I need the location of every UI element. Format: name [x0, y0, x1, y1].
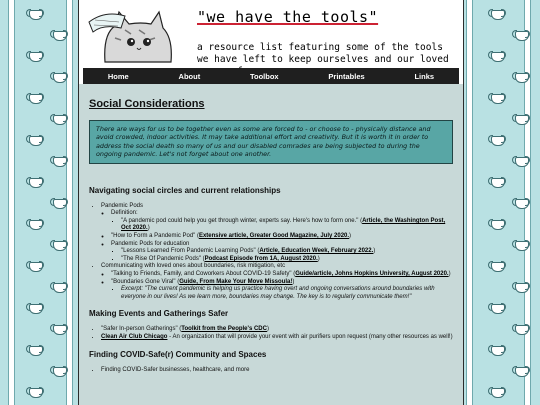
clean-air-club-link[interactable]: Clean Air Club Chicago	[101, 333, 168, 340]
face-mask-icon	[488, 344, 506, 356]
face-mask-icon	[50, 239, 68, 251]
face-mask-icon	[488, 92, 506, 104]
podcast-link[interactable]: Podcast Episode from 1A, August 2020.	[204, 255, 318, 262]
list-item: ▪ "A pandemic pod could help you get through winter, experts say. Here's how to form one." (Article, the Washington Post, Oct 2020.)	[121, 218, 453, 233]
list-item: ◦ "Boundaries Gone Viral" (Guide, From Make Your Move Missoula!) ▪ Excerpt: "The current pandemic is helping us practice having overt and ongoing conversations around boundaries with everyone in our lives! As we learn more, boundaries may change. The key is to regularly communicate them!"	[111, 279, 453, 302]
edweek-link[interactable]: Article, Education Week, February 2022.	[259, 248, 374, 255]
nav-links[interactable]: Links	[414, 71, 435, 81]
list-item: • Finding COVID-Safer businesses, healthcare, and more	[101, 367, 453, 375]
face-mask-icon	[26, 302, 44, 314]
face-mask-icon	[488, 218, 506, 230]
face-mask-icon	[50, 155, 68, 167]
content-area	[79, 84, 463, 405]
face-mask-icon	[26, 8, 44, 20]
list-item: ◦ "How to Form a Pandemic Pod" (Extensive article, Greater Good Magazine, July 2020.)	[111, 233, 453, 241]
face-mask-icon	[26, 344, 44, 356]
wapo-link[interactable]: Article, the Washington Post, Oct 2020.	[121, 217, 446, 232]
face-mask-icon	[26, 134, 44, 146]
main-nav	[83, 68, 459, 84]
missoula-link[interactable]: Guide, From Make Your Move Missoula!	[179, 278, 293, 285]
list-item: ◦ Definition: ▪ "A pandemic pod could help you get through winter, experts say. Here's how to form one." (Article, the Washington Post, Oct 2020.)	[111, 210, 453, 233]
face-mask-icon	[50, 281, 68, 293]
list-item: ▪ "Lessons Learned From Pandemic Learning Pods" (Article, Education Week, February 2022.)	[121, 248, 453, 256]
main-column	[78, 0, 464, 405]
list	[89, 326, 453, 341]
face-mask-icon	[512, 281, 530, 293]
list-item: ◦ Pandemic Pods for education ▪ "Lessons Learned From Pandemic Learning Pods" (Article, Education Week, February 2022.) ▪ "The Rise Of Pandemic Pods" (Podcast Episode from 1A, August 2020.)	[111, 241, 453, 264]
intro-callout: There are ways for us to be together even as some are forced to - or choose to - physically distance and avoid crowded, indoor activities. It may take additional effort and creativity. But it is worth it in order to address the social death so many of us and our disabled comrades are being subjected to during the ongoing pandemic. Let's not forget about one another.	[89, 120, 453, 164]
nav-toolbox[interactable]: Toolbox	[250, 71, 279, 81]
section-relationships	[89, 186, 453, 302]
face-mask-icon	[488, 386, 506, 398]
peoples-cdc-link[interactable]: Toolkit from the People's CDC	[181, 326, 267, 333]
face-mask-icon	[26, 386, 44, 398]
face-mask-icon	[512, 155, 530, 167]
face-mask-icon	[512, 113, 530, 125]
nav-home[interactable]: Home	[107, 71, 129, 81]
face-mask-icon	[50, 113, 68, 125]
face-mask-icon	[512, 365, 530, 377]
list-item: • Pandemic Pods ◦ Definition: ▪ "A pandemic pod could help you get through winter, experts say. Here's how to form one." (Article, the Washington Post, Oct 2020.) ◦ "How to Form a Pandemic Pod" (Extensive article, Greater Good Magazine, July 2020.) ◦ Pandemic Pods for education ▪ "Lessons Learned From Pandemic Learning Pods" (Article, Education Week, February 2022.) ▪ "The Rise Of Pandemic Pods" (Podcast Episode from 1A, August 2020.)	[101, 203, 453, 264]
section-heading: Navigating social circles and current relationships	[89, 185, 281, 195]
face-mask-icon	[50, 365, 68, 377]
face-mask-icon	[512, 197, 530, 209]
face-mask-icon	[488, 8, 506, 20]
section-heading: Finding COVID-Safe(r) Community and Spaces	[89, 349, 267, 359]
list-item: • Clean Air Club Chicago - An organization that will provide your event with air purifiers upon request (many other resources as well!)	[101, 334, 453, 342]
face-mask-icon	[512, 71, 530, 83]
face-mask-icon	[50, 71, 68, 83]
list-item: ▪ "The Rise Of Pandemic Pods" (Podcast Episode from 1A, August 2020.)	[121, 256, 453, 264]
section-community	[89, 350, 453, 375]
site-tagline: a resource list featuring some of the tools we have left to keep ourselves and our loved	[197, 42, 449, 65]
face-mask-icon	[512, 323, 530, 335]
list-item: • Communicating with loved ones about boundaries, risk mitigation, etc ◦ "Talking to Friends, Family, and Coworkers About COVID-19 Safety" (Guide/article, Johns Hopkins University, August 2020.) ◦ "Boundaries Gone Viral" (Guide, From Make Your Move Missoula!) ▪ Excerpt: "The current pandemic is helping us practice having overt and ongoing conversations around boundaries with everyone in our lives! As we learn more, boundaries may change. The key is to regularly communicate them!"	[101, 263, 453, 301]
jhu-link[interactable]: Guide/article, Johns Hopkins University, August 2020.	[295, 270, 449, 277]
face-mask-icon	[26, 260, 44, 272]
face-mask-icon	[512, 239, 530, 251]
face-mask-icon	[488, 50, 506, 62]
face-mask-icon	[488, 302, 506, 314]
face-mask-icon	[26, 176, 44, 188]
face-mask-icon	[488, 134, 506, 146]
page-title: Social Considerations	[89, 98, 205, 110]
face-mask-icon	[488, 176, 506, 188]
site-header	[79, 0, 463, 81]
section-heading: Making Events and Gatherings Safer	[89, 309, 229, 319]
nav-printables[interactable]: Printables	[328, 71, 365, 81]
list-item: • "Safer In-person Gatherings" (Toolkit from the People's CDC)	[101, 326, 453, 334]
list-item: ◦ "Talking to Friends, Family, and Coworkers About COVID-19 Safety" (Guide/article, Johns Hopkins University, August 2020.)	[111, 271, 453, 279]
cat-mask-logo-icon	[85, 4, 185, 64]
face-mask-icon	[488, 260, 506, 272]
greater-good-link[interactable]: Extensive article, Greater Good Magazine, July 2020.	[198, 233, 350, 239]
list	[89, 203, 453, 302]
face-mask-icon	[26, 218, 44, 230]
face-mask-icon	[512, 29, 530, 41]
face-mask-icon	[26, 92, 44, 104]
face-mask-icon	[50, 197, 68, 209]
face-mask-icon	[50, 323, 68, 335]
site-title[interactable]: "we have the tools"	[197, 8, 379, 26]
list	[89, 367, 453, 375]
nav-about[interactable]: About	[178, 71, 201, 81]
list-item: ▪ Excerpt: "The current pandemic is helping us practice having overt and ongoing conversations around boundaries with everyone in our lives! As we learn more, boundaries may change. The key is to regularly communicate them!"	[121, 286, 453, 301]
right-stripe-1	[466, 0, 473, 405]
left-stripe-1	[8, 0, 15, 405]
face-mask-icon	[50, 29, 68, 41]
section-events	[89, 309, 453, 341]
face-mask-icon	[26, 50, 44, 62]
